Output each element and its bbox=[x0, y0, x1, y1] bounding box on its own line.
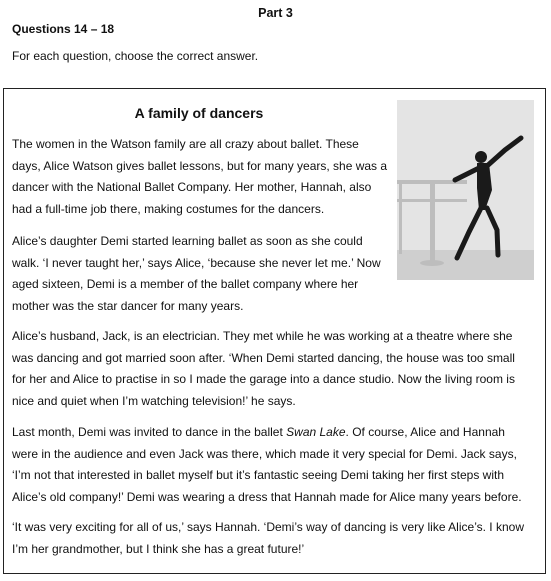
part-title: Part 3 bbox=[258, 6, 293, 20]
paragraph-1-line-3: dancer with the National Ballet Company. Her mother, Hannah, also bbox=[12, 180, 372, 195]
paragraph-5 bbox=[12, 517, 540, 560]
barre-base bbox=[420, 260, 444, 266]
ballet-dancer-photo bbox=[397, 100, 534, 280]
dancer-head bbox=[475, 151, 487, 163]
paragraph-1-line-2: days, Alice Watson gives ballet lessons, but for many years, she was a bbox=[12, 158, 388, 173]
paragraph-2-line-2: walk. ‘I never taught her,’ says Alice, ‘because she never let me.’ Now bbox=[12, 255, 381, 270]
ballet-title-swan-lake: Swan Lake bbox=[286, 425, 346, 439]
paragraph-4-line-1-end: . Of course, Alice and Hannah bbox=[345, 425, 505, 439]
barre-post bbox=[430, 180, 435, 262]
paragraph-2-line-1: Alice’s daughter Demi started learning ballet as soon as she could bbox=[12, 234, 363, 248]
paragraph-1-line-1: The women in the Watson family are all crazy about ballet. These bbox=[12, 137, 359, 151]
paragraph-4-line-2: were in the audience and even Jack was there, which made it very special for Demi. Jack says, bbox=[12, 446, 517, 461]
paragraph-1-line-4: had a full-time job there, making costumes for the dancers. bbox=[12, 201, 325, 216]
paragraph-2-line-3: aged sixteen, Demi is a member of the ballet company where her bbox=[12, 277, 359, 292]
paragraph-2-line-4: mother was the star dancer for many years. bbox=[12, 298, 244, 313]
questions-heading: Questions 14 – 18 bbox=[12, 22, 115, 36]
ballet-dancer-at-barre-icon bbox=[397, 100, 534, 280]
paragraph-1 bbox=[12, 134, 396, 220]
paragraph-4 bbox=[12, 422, 540, 508]
article-box bbox=[3, 88, 546, 574]
instruction-text: For each question, choose the correct answer. bbox=[12, 49, 259, 63]
paragraph-2 bbox=[12, 231, 396, 317]
paragraph-3-line-3: for her and Alice to practise in so I made the garage into a dance studio. Now the living room is bbox=[12, 372, 515, 387]
paragraph-3 bbox=[12, 326, 540, 412]
paragraph-4-line-3: ‘I’m not that interested in ballet myself but it’s fantastic seeing Demi taking her first steps with bbox=[12, 468, 504, 483]
paragraph-3-line-4: nice and quiet when I’m watching television!’ he says. bbox=[12, 393, 296, 408]
paragraph-4-line-1-start: Last month, Demi was invited to dance in the ballet bbox=[12, 425, 287, 439]
paragraph-5-line-2: I’m her grandmother, but I think she has a great future!’ bbox=[12, 541, 305, 556]
paragraph-3-line-2: was dancing and got married soon after. ‘When Demi started dancing, the house was too small bbox=[12, 350, 515, 365]
barre-post-far bbox=[399, 180, 402, 254]
paragraph-4-line-4: Alice’s old company!’ Demi was wearing a dress that Hannah made for Alice many years before. bbox=[12, 489, 522, 504]
article-title: A family of dancers bbox=[134, 105, 264, 121]
paragraph-5-line-1: ‘It was very exciting for all of us,’ says Hannah. ‘Demi’s way of dancing is very like Alice’s. I know bbox=[12, 520, 524, 534]
photo-floor bbox=[397, 250, 534, 280]
paragraph-3-line-1: Alice’s husband, Jack, is an electrician. They met while he was working at a theatre where she bbox=[12, 329, 513, 343]
